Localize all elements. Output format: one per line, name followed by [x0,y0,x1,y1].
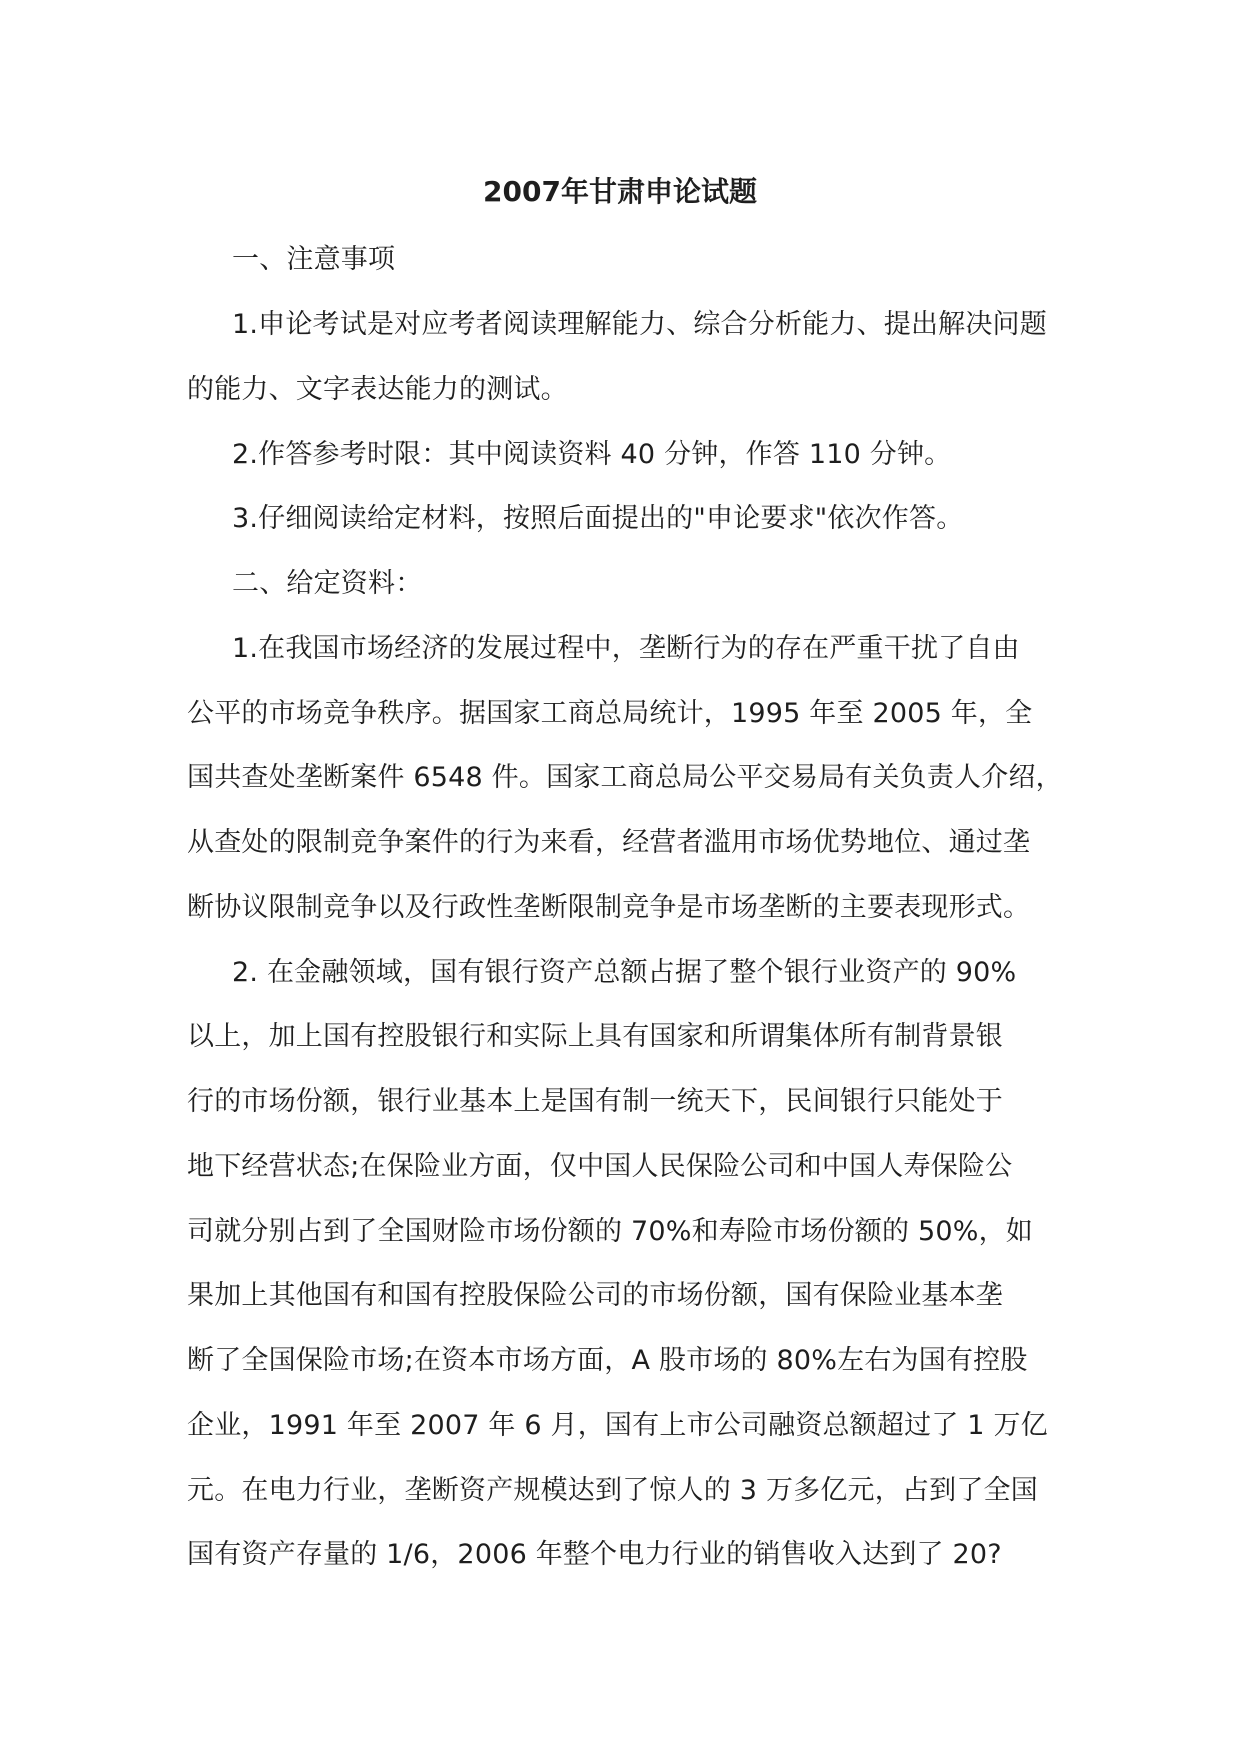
paragraph-line: 地下经营状态;在保险业方面，仅中国人民保险公司和中国人寿保险公 [187,1151,1013,1182]
paragraph-line: 果加上其他国有和国有控股保险公司的市场份额，国有保险业基本垄 [187,1280,1003,1311]
paragraph-line: 国共查处垄断案件 6548 件。国家工商总局公平交易局有关负责人介绍， [187,762,1063,793]
paragraph-line: 1.在我国市场经济的发展过程中，垄断行为的存在严重干扰了自由 [232,633,1020,664]
paragraph-line: 2.作答参考时限：其中阅读资料 40 分钟，作答 110 分钟。 [232,439,952,470]
paragraph-line: 元。在电力行业，垄断资产规模达到了惊人的 3 万多亿元，占到了全国 [187,1475,1038,1506]
section-heading-materials: 二、给定资料： [232,568,423,599]
paragraph-line: 2. 在金融领域，国有银行资产总额占据了整个银行业资产的 90% [232,957,1017,988]
paragraph-line: 从查处的限制竞争案件的行为来看，经营者滥用市场优势地位、通过垄 [187,827,1031,858]
paragraph-line: 1.申论考试是对应考者阅读理解能力、综合分析能力、提出解决问题 [232,309,1047,340]
paragraph-line: 断了全国保险市场;在资本市场方面，A 股市场的 80%左右为国有控股 [187,1345,1028,1376]
paragraph-line: 司就分别占到了全国财险市场份额的 70%和寿险市场份额的 50%，如 [187,1216,1033,1247]
paragraph-line: 以上，加上国有控股银行和实际上具有国家和所谓集体所有制背景银 [187,1021,1003,1052]
paragraph-line: 国有资产存量的 1/6，2006 年整个电力行业的销售收入达到了 20? [187,1539,1002,1570]
paragraph-line: 的能力、文字表达能力的测试。 [187,374,568,405]
paragraph-line: 行的市场份额，银行业基本上是国有制一统天下，民间银行只能处于 [187,1086,1003,1117]
paragraph-line: 断协议限制竞争以及行政性垄断限制竞争是市场垄断的主要表现形式。 [187,892,1031,923]
paragraph-line: 公平的市场竞争秩序。据国家工商总局统计，1995 年至 2005 年，全 [187,698,1033,729]
section-heading-notes: 一、注意事项 [232,244,396,275]
paragraph-line: 企业，1991 年至 2007 年 6 月，国有上市公司融资总额超过了 1 万亿 [187,1410,1048,1441]
document-title: 2007年甘肃申论试题 [483,175,757,208]
paragraph-line: 3.仔细阅读给定材料，按照后面提出的"申论要求"依次作答。 [232,503,964,534]
